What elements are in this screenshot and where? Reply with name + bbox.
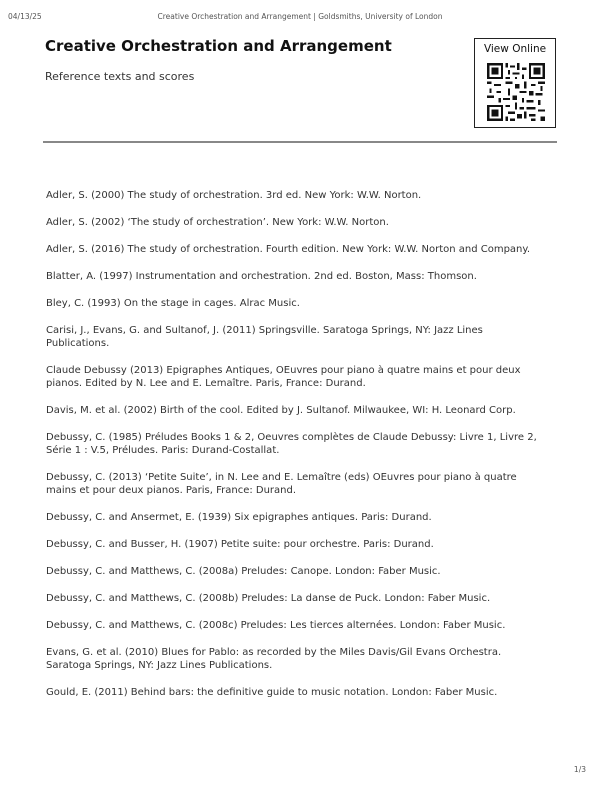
reference-item: Debussy, C. (1985) Préludes Books 1 & 2, Oeuvres complètes de Claude Debussy: Livre 1, Livre 2, Série 1 : V.5, Préludes. Paris: Durand-Costallat. xyxy=(46,432,537,456)
reference-item: Adler, S. (2000) The study of orchestration. 3rd ed. New York: W.W. Norton. xyxy=(46,190,422,201)
reference-item: Carisi, J., Evans, G. and Sultanof, J. (2011) Springsville. Saratoga Springs, NY: Jazz Lines Publications. xyxy=(46,325,483,349)
reference-item: Debussy, C. and Ansermet, E. (1939) Six epigraphes antiques. Paris: Durand. xyxy=(46,512,432,523)
reference-item: Debussy, C. and Matthews, C. (2008c) Preludes: Les tierces alternées. London: Faber Music. xyxy=(46,620,506,631)
reference-item: Debussy, C. and Matthews, C. (2008b) Preludes: La danse de Puck. London: Faber Music. xyxy=(46,593,491,604)
reference-item: Debussy, C. and Busser, H. (1907) Petite suite: pour orchestre. Paris: Durand. xyxy=(46,539,434,550)
view-online-label: View Online xyxy=(483,43,547,55)
reference-list xyxy=(46,189,546,713)
print-date: 04/13/25 xyxy=(8,12,42,21)
qr-code-icon xyxy=(487,63,545,121)
page-number: 1/3 xyxy=(573,765,586,774)
reference-item: Evans, G. et al. (2010) Blues for Pablo: as recorded by the Miles Davis/Gil Evans Orchestra. Saratoga Springs, NY: Jazz Lines Publications. xyxy=(46,647,502,671)
print-page-title: Creative Orchestration and Arrangement | Goldsmiths, University of London xyxy=(157,12,443,21)
reference-item: Adler, S. (2002) ‘The study of orchestration’. New York: W.W. Norton. xyxy=(46,217,389,228)
reference-item: Blatter, A. (1997) Instrumentation and orchestration. 2nd ed. Boston, Mass: Thomson. xyxy=(46,271,477,282)
reference-item: Debussy, C. and Matthews, C. (2008a) Preludes: Canope. London: Faber Music. xyxy=(46,566,441,577)
print-header xyxy=(0,12,600,24)
header-divider xyxy=(43,141,557,143)
reference-item: Davis, M. et al. (2002) Birth of the cool. Edited by J. Sultanof. Milwaukee, WI: H. Leonard Corp. xyxy=(46,405,516,416)
reference-item: Bley, C. (1993) On the stage in cages. Alrac Music. xyxy=(46,298,300,309)
view-online-qr-link[interactable] xyxy=(474,38,556,128)
reference-item: Gould, E. (2011) Behind bars: the definitive guide to music notation. London: Faber Music. xyxy=(46,687,498,698)
reference-item: Debussy, C. (2013) ‘Petite Suite’, in N. Lee and E. Lemaître (eds) OEuvres pour piano à quatre mains et pour deux pianos. Paris, France: Durand. xyxy=(46,472,517,496)
reference-item: Adler, S. (2016) The study of orchestration. Fourth edition. New York: W.W. Norton and Company. xyxy=(46,244,531,255)
page-title: Creative Orchestration and Arrangement xyxy=(45,37,392,55)
reference-item: Claude Debussy (2013) Epigraphes Antiques, OEuvres pour piano à quatre mains et pour deux pianos. Edited by N. Lee and E. Lemaître. Paris, France: Durand. xyxy=(46,365,521,389)
page-subtitle: Reference texts and scores xyxy=(45,70,195,83)
